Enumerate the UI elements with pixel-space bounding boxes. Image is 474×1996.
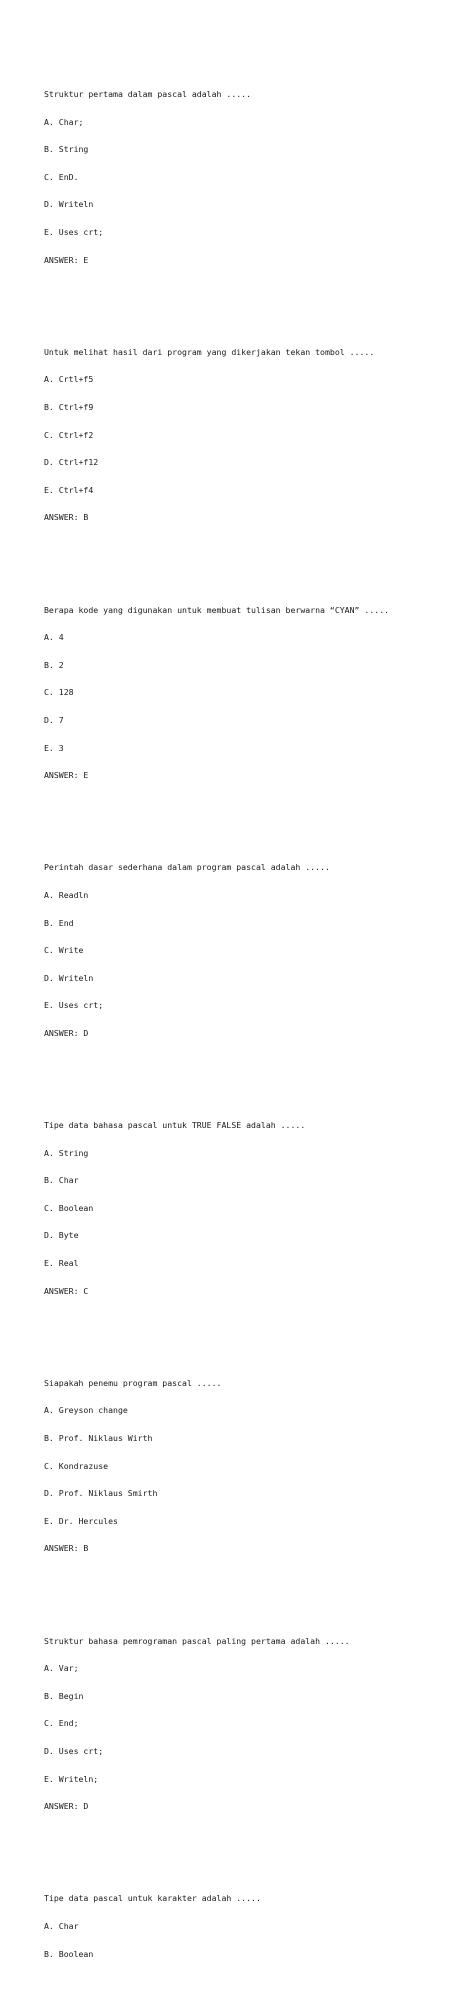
option: A. 4 <box>44 632 64 643</box>
option: B. Char <box>44 1175 79 1186</box>
question-block <box>44 845 464 1057</box>
question-block <box>44 1876 464 1977</box>
question-text: Tipe data pascal untuk karakter adalah ..... <box>44 1893 261 1904</box>
question-text: Struktur pertama dalam pascal adalah ..... <box>44 89 252 100</box>
option: A. String <box>44 1147 89 1158</box>
option: E. Writeln; <box>44 1773 99 1784</box>
option: B. 2 <box>44 659 64 670</box>
option: B. String <box>44 144 89 155</box>
option: C. 128 <box>44 687 74 698</box>
question-text: Perintah dasar sederhana dalam program pascal adalah ..... <box>44 862 330 873</box>
option: E. Real <box>44 1258 79 1269</box>
option: B. Boolean <box>44 1948 94 1959</box>
option: D. Prof. Niklaus Smirth <box>44 1488 158 1499</box>
answer-key: ANSWER: D <box>44 1027 89 1038</box>
option: C. Boolean <box>44 1202 94 1213</box>
question-block <box>44 329 464 541</box>
question-text: Struktur bahasa pemrograman pascal paling pertama adalah ..... <box>44 1635 350 1646</box>
answer-key: ANSWER: B <box>44 1543 89 1554</box>
option: C. End; <box>44 1718 79 1729</box>
question-block <box>44 72 464 284</box>
option: B. Begin <box>44 1690 84 1701</box>
option: A. Readln <box>44 889 89 900</box>
option: A. Greyson change <box>44 1405 128 1416</box>
answer-key: ANSWER: E <box>44 770 89 781</box>
option: D. Writeln <box>44 972 94 983</box>
option: C. EnD. <box>44 171 79 182</box>
option: D. 7 <box>44 714 64 725</box>
question-block <box>44 587 464 799</box>
option: E. Dr. Hercules <box>44 1515 118 1526</box>
option: D. Ctrl+f12 <box>44 457 99 468</box>
option: E. Uses crt; <box>44 1000 104 1011</box>
option: A. Char <box>44 1920 79 1931</box>
option: D. Uses crt; <box>44 1745 104 1756</box>
option: C. Ctrl+f2 <box>44 429 94 440</box>
option: B. Prof. Niklaus Wirth <box>44 1433 153 1444</box>
option: A. Var; <box>44 1663 79 1674</box>
question-block <box>44 1103 464 1315</box>
question-block <box>44 1618 464 1830</box>
option: E. Uses crt; <box>44 226 104 237</box>
answer-key: ANSWER: E <box>44 254 89 265</box>
option: E. Ctrl+f4 <box>44 484 94 495</box>
answer-key: ANSWER: C <box>44 1285 89 1296</box>
option: C. Kondrazuse <box>44 1460 109 1471</box>
question-text: Untuk melihat hasil dari program yang dikerjakan tekan tombol ..... <box>44 346 375 357</box>
option: B. End <box>44 917 74 928</box>
question-text: Tipe data bahasa pascal untuk TRUE FALSE adalah ..... <box>44 1120 306 1131</box>
question-block <box>44 1360 464 1572</box>
option: D. Writeln <box>44 199 94 210</box>
option: A. Crtl+f5 <box>44 374 94 385</box>
option: A. Char; <box>44 116 84 127</box>
document-page <box>44 44 464 1996</box>
question-text: Siapakah penemu program pascal ..... <box>44 1377 222 1388</box>
answer-key: ANSWER: D <box>44 1801 89 1812</box>
option: C. Write <box>44 945 84 956</box>
option: D. Byte <box>44 1230 79 1241</box>
option: E. 3 <box>44 742 64 753</box>
answer-key: ANSWER: B <box>44 512 89 523</box>
question-text: Berapa kode yang digunakan untuk membuat tulisan berwarna “CYAN” ..... <box>44 604 390 615</box>
option: B. Ctrl+f9 <box>44 401 94 412</box>
